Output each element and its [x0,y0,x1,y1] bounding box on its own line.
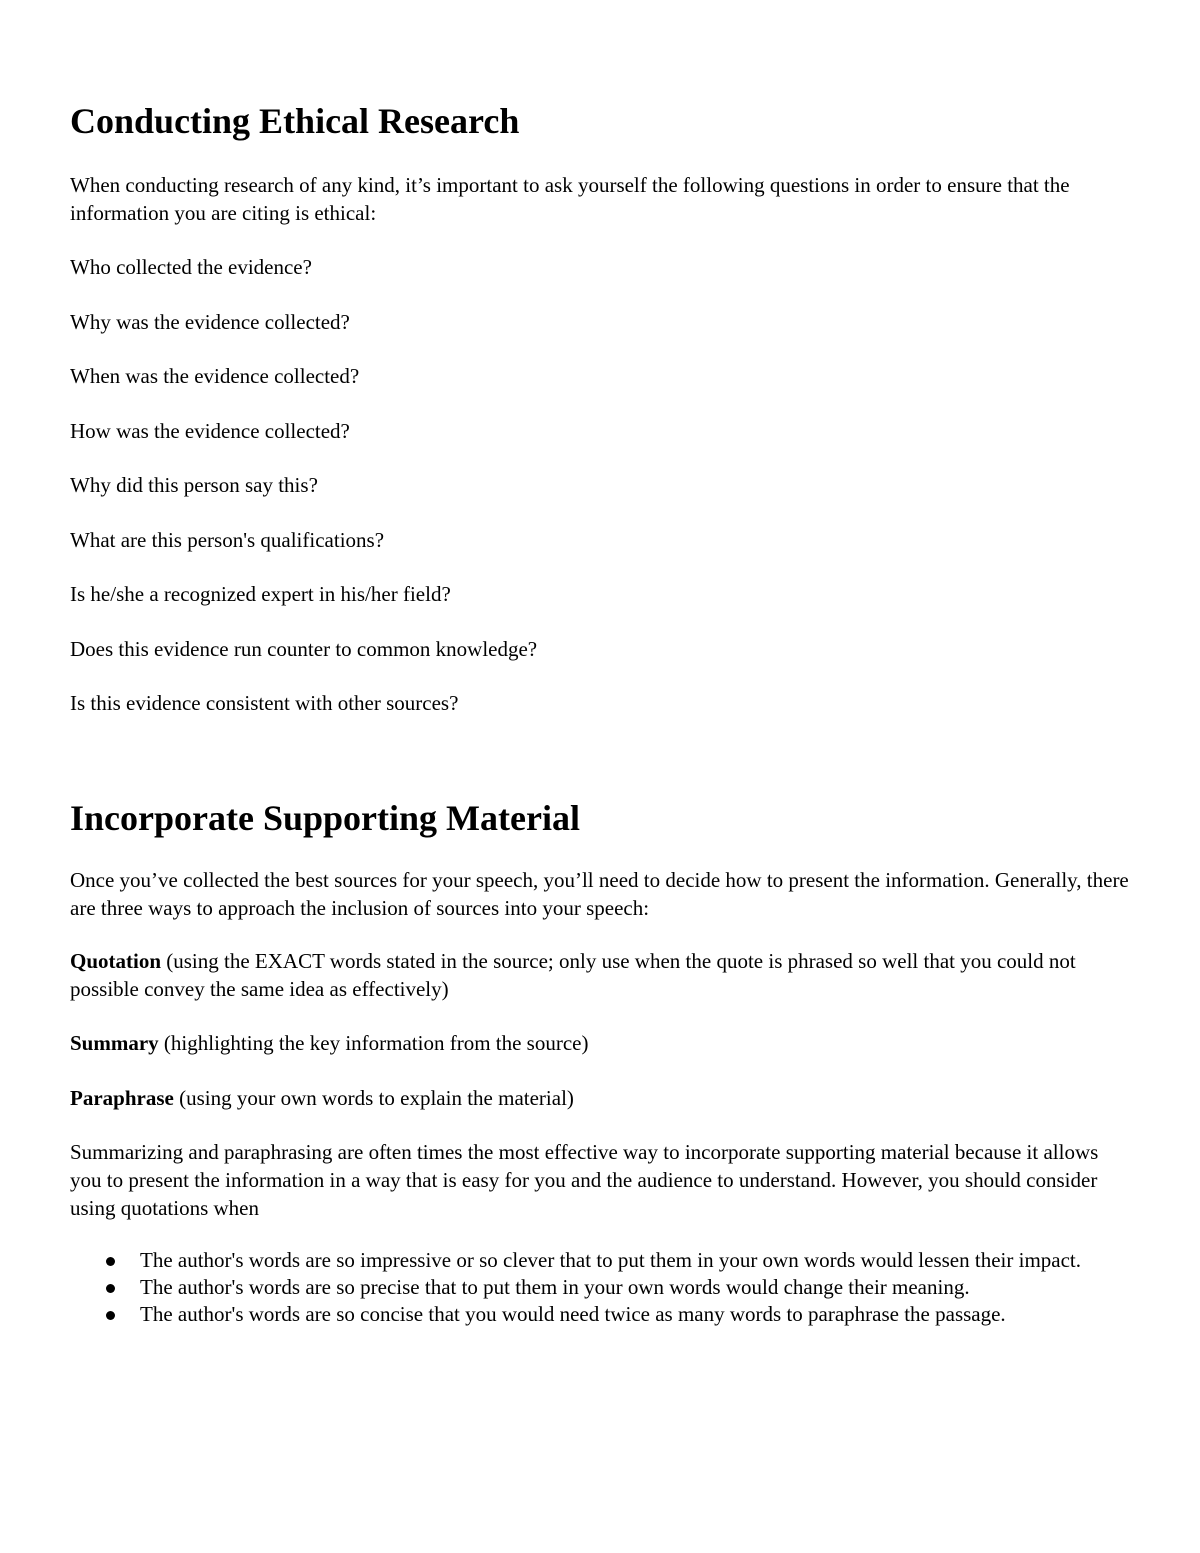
ethical-research-intro: When conducting research of any kind, it’s important to ask yourself the following questions in order to ensure that the information you are citing is ethical: [70,173,1070,225]
question-item: Is he/she a recognized expert in his/her field? [70,582,451,606]
method-description: (highlighting the key information from the source) [158,1031,589,1055]
question-item: Does this evidence run counter to common knowledge? [70,637,538,661]
method-paraphrase [70,1084,1130,1112]
question-item: Who collected the evidence? [70,255,312,279]
question-item: What are this person's qualifications? [70,528,385,552]
bullet-icon [106,1311,115,1320]
section-heading-ethical-research: Conducting Ethical Research [70,101,520,141]
method-description: (using the EXACT words stated in the source; only use when the quote is phrased so well that you could not possible convey the same idea as effectively) [70,949,1076,1001]
question-item: Why did this person say this? [70,473,318,497]
list-item-text: The author's words are so concise that you would need twice as many words to paraphrase the passage. [140,1302,1006,1326]
method-term: Paraphrase [70,1086,174,1110]
question-item: Why was the evidence collected? [70,310,350,334]
list-item [70,1301,1130,1328]
question-item: How was the evidence collected? [70,419,350,443]
list-item-text: The author's words are so impressive or so clever that to put them in your own words would lessen their impact. [140,1248,1082,1272]
method-term: Summary [70,1031,159,1055]
method-summary [70,1029,1130,1057]
section-heading-supporting-material: Incorporate Supporting Material [70,798,580,838]
bullet-icon [106,1257,115,1266]
question-item: When was the evidence collected? [70,364,360,388]
quotation-reasons-list [70,1247,1130,1328]
method-term: Quotation [70,949,162,973]
list-item-text: The author's words are so precise that to put them in your own words would change their meaning. [140,1275,970,1299]
supporting-material-intro: Once you’ve collected the best sources for your speech, you’ll need to decide how to present the information. Generally, there are three ways to approach the inclusion of sources into your speech: [70,868,1129,920]
bullet-icon [106,1284,115,1293]
question-item: Is this evidence consistent with other sources? [70,691,459,715]
list-item [70,1274,1130,1301]
supporting-material-closing: Summarizing and paraphrasing are often times the most effective way to incorporate supporting material because it allows you to present the information in a way that is easy for you and the audience to understand. However, you should consider using quotations when [70,1140,1099,1220]
list-item [70,1247,1130,1274]
method-quotation [70,947,1130,1003]
method-description: (using your own words to explain the material) [173,1086,574,1110]
